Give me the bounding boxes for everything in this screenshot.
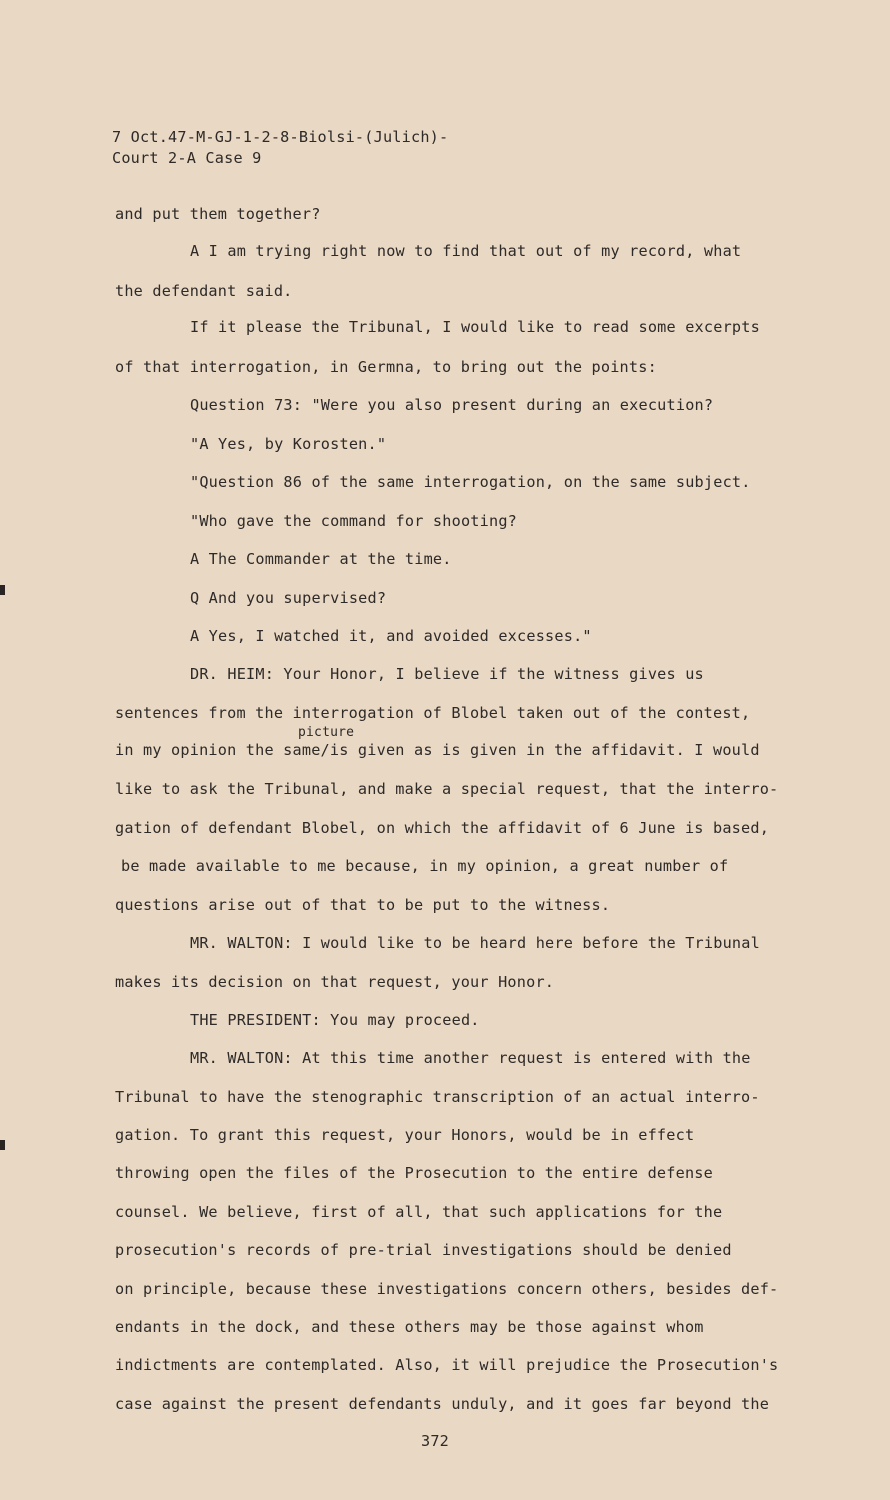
text-line: A I am trying right now to find that out of my record, what [190,242,742,260]
text-line: throwing open the files of the Prosecution to the entire defense [115,1164,713,1182]
text-line: A Yes, I watched it, and avoided excesses." [190,627,592,645]
text-line: Question 73: "Were you also present during an execution? [190,396,714,414]
text-line: and put them together? [115,205,321,223]
text-line: sentences from the interrogation of Blobel taken out of the contest, [115,704,751,722]
edge-mark [0,585,5,595]
text-line: A The Commander at the time. [190,550,452,568]
text-line: gation. To grant this request, your Honors, would be in effect [115,1126,695,1144]
text-line: "Who gave the command for shooting? [190,512,518,530]
text-line: "A Yes, by Korosten." [190,435,387,453]
text-line: Tribunal to have the stenographic transcription of an actual interro- [115,1088,760,1106]
text-line: MR. WALTON: I would like to be heard here before the Tribunal [190,934,760,952]
text-line: prosecution's records of pre-trial investigations should be denied [115,1241,732,1259]
text-line: the defendant said. [115,282,293,300]
text-line: MR. WALTON: At this time another request is entered with the [190,1049,751,1067]
header-line-1: 7 Oct.47-M-GJ-1-2-8-Biolsi-(Julich)- [112,128,449,146]
text-line: counsel. We believe, first of all, that such applications for the [115,1203,723,1221]
text-line: DR. HEIM: Your Honor, I believe if the witness gives us [190,665,704,683]
text-line: be made available to me because, in my opinion, a great number of [121,857,729,875]
text-line: THE PRESIDENT: You may proceed. [190,1011,480,1029]
text-line: If it please the Tribunal, I would like to read some excerpts [190,318,760,336]
text-line: of that interrogation, in Germna, to bring out the points: [115,358,657,376]
text-line: Q And you supervised? [190,589,387,607]
text-line: like to ask the Tribunal, and make a special request, that the interro- [115,780,779,798]
text-line: gation of defendant Blobel, on which the affidavit of 6 June is based, [115,819,770,837]
interlinear-insertion: picture [298,725,355,740]
text-line: questions arise out of that to be put to the witness. [115,896,611,914]
text-line: endants in the dock, and these others may be those against whom [115,1318,704,1336]
text-line: makes its decision on that request, your Honor. [115,973,555,991]
text-line: indictments are contemplated. Also, it will prejudice the Prosecution's [115,1356,779,1374]
page-number: 372 [421,1432,450,1450]
text-line: case against the present defendants unduly, and it goes far beyond the [115,1395,770,1413]
text-line: on principle, because these investigations concern others, besides def- [115,1280,779,1298]
text-line: "Question 86 of the same interrogation, on the same subject. [190,473,751,491]
text-line: in my opinion the same/is given as is given in the affidavit. I would [115,741,760,759]
edge-mark [0,1140,5,1150]
header-line-2: Court 2-A Case 9 [112,149,262,167]
